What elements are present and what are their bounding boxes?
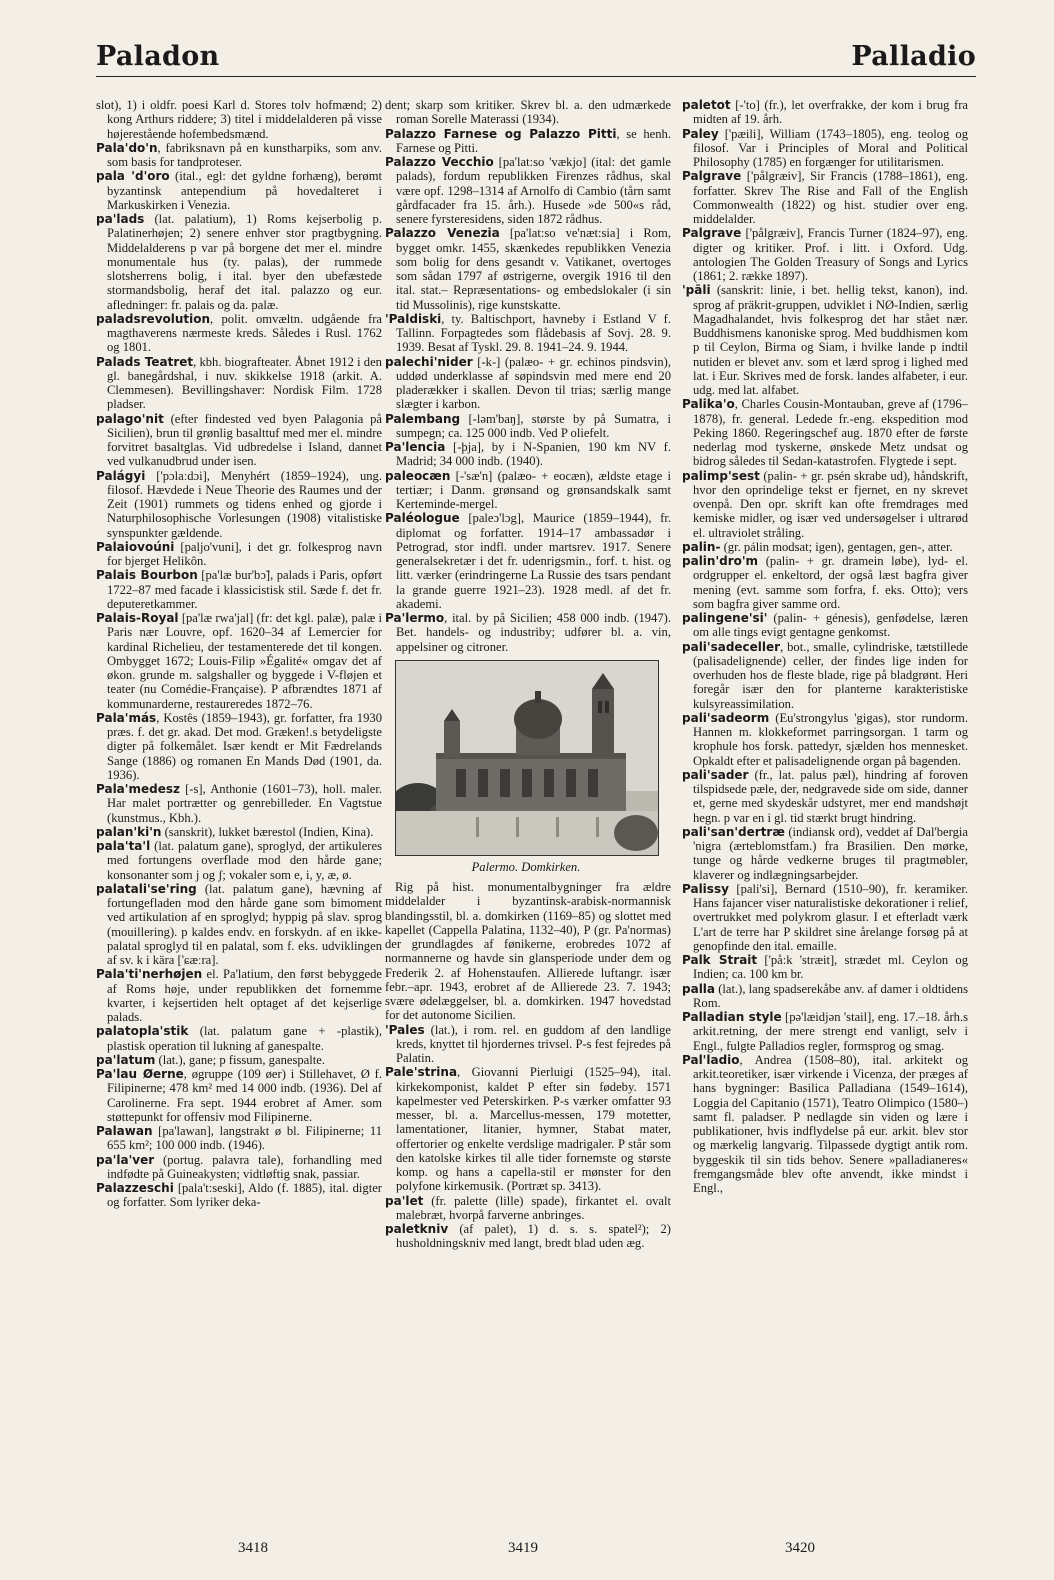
dictionary-entry: pa'latum (lat.), gane; p fissum, ganespalte. <box>96 1052 325 1067</box>
dictionary-entry: pali'san'dertræ (indiansk ord), veddet af Dal'bergia 'nigra (ærteblomstfam.) fra Brasilien. Den mørke, tunge og hårde vedkerne bruges til pragtmøbler, klaverer og indlægningsarbejder. <box>682 824 968 882</box>
dictionary-entry: palin'dro'm (palin- + gr. dramein løbe), lyd- el. ordgrupper el. enkeltord, der også læst bagfra giver mening (evt. samme som forfra, f. eks. Otto); vers som bagfra giver samme ord. <box>682 554 968 611</box>
dictionary-entry: paletkniv (af palet), 1) d. s. s. spatel²); 2) husholdningskniv med langt, bredt blad uden æg. <box>385 1222 671 1251</box>
dictionary-entry: dent; skarp som kritiker. Skrev bl. a. den udmærkede roman Sorelle Materassi (1934). <box>385 98 671 127</box>
dictionary-entry: Palawan [pa'lawan], langstrakt ø bl. Filipinerne; 11 655 km²; 100 000 indb. (1946). <box>96 1124 382 1153</box>
dictionary-entry: Palazzeschi [pala't:seski], Aldo (f. 1885), ital. digter og forfatter. Som lyriker deka- <box>96 1181 382 1210</box>
dictionary-entry: Palads Teatret, kbh. biografteater. Åbnet 1912 i den gl. banegårdshal, i nuv. skikkelse 1918 (arkit. A. Clemmesen). Bevillingshaver: Nordisk Film. 1728 pladser. <box>96 354 382 412</box>
dictionary-entry: slot), 1) i oldfr. poesi Karl d. Stores tolv hofmænd; 2) kong Arthurs riddere; 3) titel i middelalderen på visse højerestående hofembedsmænd. <box>96 98 382 141</box>
dictionary-entry: palatopla'stik (lat. palatum gane + -plastik), plastisk operation til lukning af ganespalte. <box>96 1024 382 1053</box>
dictionary-entry: palechi'nider [-k-] (palæo- + gr. echinos pindsvin), uddød underklasse af søpindsvin med mere end 20 pladerækker i skallen. Devon til trias; særlig mange slægter i karbon. <box>385 354 671 412</box>
dictionary-entry: palimp'sest (palin- + gr. psén skrabe ud), håndskrift, hvor den oprindelige tekst er fjernet, en ny skrevet ovenpå. Den opr. skrift kan ofte fremdrages med kemiske midler, og især ved undersøgelser i ultrarød el. ultraviolet stråling. <box>682 468 968 540</box>
dictionary-entry: Pala'ti'nerhøjen el. Pa'latium, den først bebyggede af Roms høje, under republikken det fornemme kvarter, i kejsertiden helt optaget af det kejserlige palads. <box>96 967 382 1024</box>
dictionary-entry: palago'nit (efter findested ved byen Palagonia på Sicilien), brun til grønlig basalttuf med mer el. mindre forvitret basaltglas. Vid udbredelse i Island, dannet ved vulkanudbrud under isen. <box>96 411 382 469</box>
dictionary-entry: Pa'lau Øerne, øgruppe (109 øer) i Stillehavet, Ø f. Filipinerne; 478 km² med 14 000 indb. (1936). Del af Carolinerne. Fra sept. 1944 erobret af Amer. som støttepunkt for offensiv mod Filipinerne. <box>96 1067 382 1124</box>
dictionary-entry: Palazzo Farnese og Palazzo Pitti, se henh. Farnese og Pitti. <box>385 126 671 155</box>
dictionary-entry: palingene'si' (palin- + génesis), genfødelse, læren om alle tings evigt gentagne genkomst. <box>682 611 968 640</box>
dictionary-entry: pali'sader (fr., lat. palus pæl), hindring af foroven tilspidsede pæle, der, nedgravede side om side, danner et, gerne med skydeskår udstyret, mer end mandshøjt hegn. p var en i gl. tid stærkt brugt hindring. <box>682 767 968 825</box>
dictionary-entry: Palgrave ['pålgræiv], Francis Turner (1824–97), eng. digter og kritiker. Prof. i litt. i Oxford. Udg. antologien The Golden Treasury of Songs and Lyrics (1861; 2. række 1897). <box>682 226 968 283</box>
dictionary-entry: Palika'o, Charles Cousin-Montauban, greve af (1796–1878), fr. general. Ledede fr.-eng. ekspedition mod Peking 1860. Regeringschef aug. 1870 efter de første nederlag mod tyskerne, ønskede Metz undsat og bidrog således til Sedan-katastrofen. Flygtede i sept. <box>682 397 968 469</box>
dictionary-entry: palatali'se'ring (lat. palatum gane), hævning af fortungefladen mod den hårde gane som bimoment ved artikulation af en sproglyd; hyppig på slav. sprog (mouillering). p kaldes endv. en forskydn. af en ikke-palatal sproglyd til en palatal, som f. eks. udviklingen af sv. k i kära ['ɕæːra]. <box>96 881 382 967</box>
palermo-cathedral-photo <box>395 660 659 856</box>
dictionary-entry: Pala'do'n, fabriksnavn på en kunstharpiks, som anv. som basis for tandproteser. <box>96 140 382 169</box>
dictionary-entry: paladsrevolution, polit. omvæltn. udgående fra magthaverens nærmeste kreds. Således i Rusl. 1762 og 1801. <box>96 311 382 355</box>
dictionary-entry: pa'la'ver (portug. palavra tale), forhandling med indfødte på Guineakysten; vidtløftig snak, passiar. <box>96 1152 382 1181</box>
dictionary-entry: pala 'd'oro (ital., egl: det gyldne forhæng), berømt byzantinsk antependium på hovedalteret i Markuskirken i Venezia. <box>96 169 382 212</box>
dictionary-entry: Pala'más, Kostês (1859–1943), gr. forfatter, fra 1930 præs. f. det gr. akad. Det mod. Græken!.s betydeligste digter på folkemålet. Især kendt er Mit Fædrelands Sange (1886) og romanen En Mands Død (1901, da. 1936). <box>96 710 382 782</box>
dictionary-entry: palla (lat.), lang spadserekåbe anv. af damer i oldtidens Rom. <box>682 981 968 1010</box>
dictionary-entry: pa'let (fr. palette (lille) spade), firkantet el. ovalt malebræt, hvorpå farverne anbringes. <box>385 1193 671 1222</box>
dictionary-entry: Pal'ladio, Andrea (1508–80), ital. arkitekt og arkit.teoretiker, især virkende i Vicenza, der præges af hans bygninger: Basilica Palladiana (1549–1614), Loggia del Capitanio (1571), Teatro Olimpico (1580–) samt fl. paladser. P nedlagde sin viden og lære i publikationer, hvis indflydelse på eur. arkit. blev stor og mærkelig langvarig. Tilpassede dygtigt antik rom. byggeskik til sin tids behov. Senere »palladianeres« fremgangsmåde blev ofte anvendt, ikke mindst i Engl., <box>682 1052 968 1195</box>
dictionary-entry: 'Pales (lat.), i rom. rel. en guddom af den landlige kreds, knyttet til hjordernes trivsel. P-s fest fejredes på Palatin. <box>385 1022 671 1065</box>
column-1 <box>96 98 382 1210</box>
dictionary-entry: 'Paldiski, ty. Baltischport, havneby i Estland V f. Tallinn. Forpagtedes som flådebasis af Sovj. 28. 9. 1939. Besat af Tyskl. 29. 8. 1941–24. 9. 1944. <box>385 311 671 355</box>
dictionary-entry: pala'ta'l (lat. palatum gane), sproglyd, der artikuleres med fortungens overflade mod den hårde gane; konsonanter som j og ʃ; vokaler som e, i, y, æ, ø. <box>96 839 382 882</box>
dictionary-entry: Palgrave ['pålgræiv], Sir Francis (1788–1861), eng. forfatter. Skrev The Rise and Fall of the English Commonwealth (1822) og hist. studier over eng. middelalder. <box>682 169 968 226</box>
dictionary-entry: Palazzo Venezia [pa'lat:so ve'næt:sia] i Rom, bygget omkr. 1455, skænkedes republikken Venezia som bolig for dens gesandt v. Vatikanet, overtoges som sådan 1797 af østrigerne, overgik 1916 til den ital. stat.– Repræsentations- og embedslokaler (i sin tid Mussolinis), rige kunstskatte. <box>385 226 671 312</box>
dictionary-entry: Palaiovoúni [paljo'vuni], i det gr. folkesprog navn for bjerget Helikôn. <box>96 539 382 568</box>
cathedral-image <box>396 661 658 855</box>
dictionary-entry: Palladian style [pə'læidjən 'stail], eng. 17.–18. årh.s arkit.retning, der mere strengt end vanligt, selv i Engl., fulgte Palladios regler, formsprog og smag. <box>682 1010 968 1053</box>
running-header <box>96 36 976 77</box>
dictionary-entry: 'pāli (sanskrit: linie, i bet. hellig tekst, kanon), ind. sprog af präkrit-gruppen, udviklet i NØ-Indien, særlig Magadhalandet, hvis folkesprog det har stået nær. Buddhismens kanoniske sprog. Med buddhismen kom p til Ceylon, Birma og Siam, i hvilke lande p indtil nutiden er blevet anv. som et lærd sprog i lighed med lat. i Eur. Skrives med de forsk. landes alfabeter, i eur. udg. med lat. alfabet. <box>682 283 968 397</box>
dictionary-entry: Palais Bourbon [pa'læ bur'bɔ̃], palads i Paris, opført 1722–87 med facade i klassicistisk stil. Sæde f. det fr. deputeretkammer. <box>96 568 382 611</box>
dictionary-entry: Palazzo Vecchio [pa'lat:so 'vækjo] (ital: det gamle palads), fordum republikken Firenzes rådhus, skal være opf. 1298–1314 af Arnolfo di Cambio (tårn samt gårdfacader fra 15. årh.). Husede »de 500«s råd, senere fyrsteresidens, siden 1872 rådhus. <box>385 155 671 226</box>
dictionary-entry: Palissy [pali'si], Bernard (1510–90), fr. keramiker. Hans fajancer viser naturalistiske dekorationer i relief, overtrukket med polykrom glasur. I et efterladt værk L'art de terre har P skildret sine årelange forsøg på at genopfinde den ital. emaille. <box>682 881 968 953</box>
dictionary-entry: Pala'medesz [-s], Anthonie (1601–73), holl. maler. Har malet portrætter og genrebilleder. En Vagtstue (kunstmus., Kbh.). <box>96 782 382 825</box>
dictionary-entry: Paley ['pæili], William (1743–1805), eng. teolog og filosof. Var i Principles of Moral and Political Philosophy (1785) en forgænger for utilitarismen. <box>682 126 968 169</box>
dictionary-entry: Pale'strina, Giovanni Pierluigi (1525–94), ital. kirkekomponist, kaldet P efter sin fødeby. 1571 kapelmester ved Peterskirken. P-s værker omfatter 93 messer, bl. a. Marcellus-messen, 179 motetter, lamentationer, litanier, hymner, Stabat mater, offertorier og enkelte verdslige madrigaler. P står som den katolske kirkes til alle tider fornemste og største komp. og hans a capella-stil er mønster for den polyfone kirkemusik. (Portræt sp. 3413). <box>385 1065 671 1194</box>
dictionary-entry: paletot [-'to] (fr.), let overfrakke, der kom i brug fra midten af 19. årh. <box>682 98 968 127</box>
page-number-right: 3420 <box>785 1540 815 1556</box>
dictionary-entry: Palembang [-ləm'baŋ], største by på Sumatra, i sumpegn; ca. 125 000 indb. Ved P oliefelt. <box>385 411 671 440</box>
dictionary-entry: Palk Strait ['på:k 'stræit], strædet ml. Ceylon og Indien; ca. 100 km br. <box>682 953 968 982</box>
dictionary-entry: Pa'lencia [-þja], by i N-Spanien, 190 km NV f. Madrid; 34 000 indb. (1940). <box>385 440 671 469</box>
column-2 <box>385 98 671 1251</box>
dictionary-entry: Paléologue [paleɔ'lɔg], Maurice (1859–1944), fr. diplomat og forfatter. 1914–17 ambassadør i Petrograd, stor indfl. under martsrev. 1917. Senere generalsekretær i det fr. udenrigsmin., forf. t. hist. og litt. værker (erindringerne La Russie des tsars pendant la grande guerre 1921–23). 1928 medl. af det fr. akademi. <box>385 511 671 611</box>
column-3 <box>682 98 968 1195</box>
photo-caption: Palermo. Domkirken. <box>471 859 581 874</box>
entry-continuation: Rig på hist. monumentalbygninger fra ældre middelalder i byzantinsk-arabisk-normannisk blandingsstil, bl. a. domkirken (1169–85) og slottet med kapellet (Cappella Palatina, 1132–40), P (gr. Pa'normas) der grundlagdes af fønikerne, erobredes 1072 af normannerne og havde sin glansperiode under dem og Frederik 2. af Hohenstaufen. Allierede luftangr. især febr.–apr. 1943, erobret af de Allierede 23. 7. 1943; svære ødelæggelser, bl. a. domkirken. 1947 hovedstad for det autonome Sicilien. <box>385 880 671 1023</box>
dictionary-entry: pali'sadeceller, bot., smalle, cylindriske, tætstillede (palisadelignende) celler, der findes lige inden for overhuden hos de fleste blade, rige på bladgrønt. Heri foregår især den for planterne karakteristiske kulsyreassimilation. <box>682 639 968 711</box>
dictionary-entry: pa'lads (lat. palatium), 1) Roms kejserbolig p. Palatinerhøjen; 2) senere enhver stor pragtbygning. Middelalderens p var på borgene det mer el. mindre monumentale hus (ty. palas), der rummede slotsherrens bolig, i ital. byer den ubefæstede stormandsbolig, heraf det ital. palazzo og eur. afledninger: fr. palais og da. palæ. <box>96 212 382 312</box>
page-number-middle: 3419 <box>508 1540 538 1556</box>
page-number-left: 3418 <box>238 1540 268 1556</box>
photo-block <box>395 660 657 874</box>
dictionary-entry: palan'ki'n (sanskrit), lukket bærestol (Indien, Kina). <box>96 824 374 839</box>
dictionary-entry: paleocæn [-'sæ'n] (palæo- + eocæn), ældste etage i tertiær; i Danm. grønsand og grønsandskalk samt Kerteminde-mergel. <box>385 468 671 511</box>
dictionary-entry: Pa'lermo, ital. by på Sicilien; 458 000 indb. (1947). Bet. handels- og industriby; udfører bl. a. vin, appelsiner og citroner. <box>385 611 671 654</box>
dictionary-entry: Palágyi ['pɔlaːdɔi], Menyhért (1859–1924), ung. filosof. Hævdede i Neue Theorie des Raumes und der Zeit (1901) rummets og tidens enhed og gjorde i Naturphilosophische Vorlesungen (1908) vitalistiske synspunkter gældende. <box>96 468 382 540</box>
header-right-word: Palladio <box>851 41 976 72</box>
dictionary-entry: pali'sadeorm (Eu'strongylus 'gigas), stor rundorm. Hannen m. klokkeformet parringsorgan. 1 tarm og krophule hos forsk. pattedyr, sjælden hos mennesket. Opkaldt efter et palisadelignende organ på bagenden. <box>682 710 968 768</box>
dictionary-entry: palin- (gr. pálin modsat; igen), gentagen, gen-, atter. <box>682 539 953 554</box>
dictionary-entry: Palais-Royal [pa'læ rwa'jal] (fr: det kgl. palæ), palæ i Paris nær Louvre, opf. 1620–34 af Lemercier for kardinal Richelieu, der testamenterede det til kongen. Ombygget 1672; Louis-Filip »Égalité« omgav det af økon. grunde m. salgshaller og byggede i V-fløjen et teater (nu Comédie-Française). P afbrændtes 1871 af kommunarderne, restaureredes 1872–76. <box>96 611 382 711</box>
header-left-word: Paladon <box>96 41 220 72</box>
